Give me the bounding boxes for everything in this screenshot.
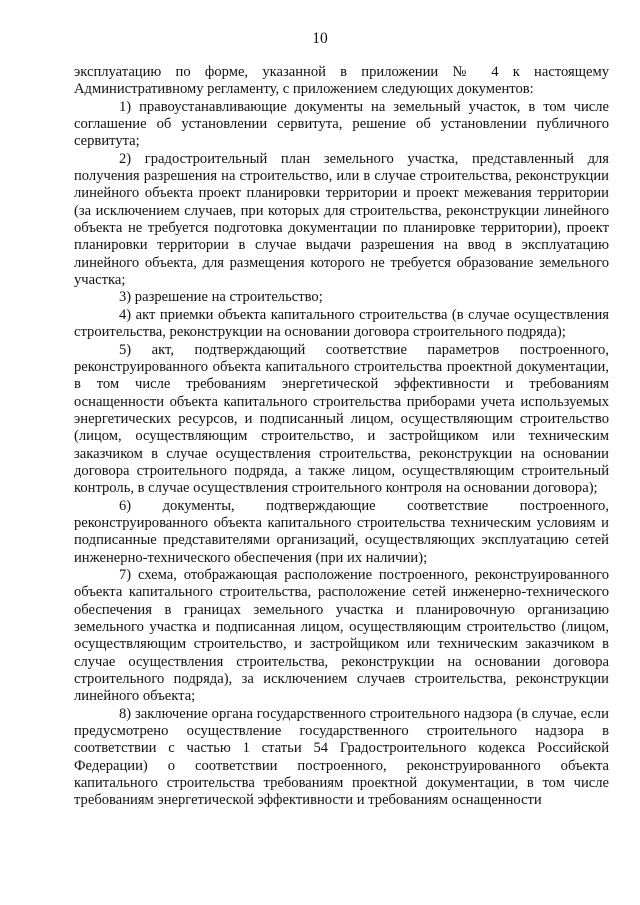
list-item-8-supervision-conclusion: 8) заключение органа государственного строительного надзора (в случае, если предусмотрено осуществление государственного строительного надзора в соответствии с частью 1 статьи 54 Градостроительного кодекса Российской Федерации) о соответствии построенного, реконструированного объекта капитального строительства требованиям проектной документации, в том числе требованиям энергетической эффективности и требованиям оснащенности [74, 705, 609, 809]
list-item-1-title-documents: 1) правоустанавливающие документы на земельный участок, в том числе соглашение об установлении сервитута, решение об установлении публичного сервитута; [74, 98, 609, 150]
list-item-5-compliance-act: 5) акт, подтверждающий соответствие параметров построенного, реконструированного объекта капитального строительства проектной документации, в том числе требованиям энергетической эффективности и требованиям оснащенности объекта капитального строительства приборами учета используемых энергетических ресурсов, и подписанный лицом, осуществляющим строительство (лицом, осуществляющим строительство, и застройщиком или техническим заказчиком в случае осуществления строительства, реконструкции на основании договора строительного подряда, а также лицом, осуществляющим строительный контроль, в случае осуществления строительного контроля на основании договора); [74, 341, 609, 497]
list-item-4-acceptance-act: 4) акт приемки объекта капитального строительства (в случае осуществления строительства, реконструкции на основании договора строительного подряда); [74, 306, 609, 341]
document-body [74, 64, 609, 810]
list-item-3-building-permit: 3) разрешение на строительство; [119, 289, 323, 306]
paragraph-intro: эксплуатацию по форме, указанной в приложении № 4 к настоящему Административному регламенту, с приложением следующих документов: [74, 64, 609, 98]
page-number: 10 [312, 30, 328, 47]
list-item-7-layout-scheme: 7) схема, отображающая расположение построенного, реконструированного объекта капитального строительства, расположение сетей инженерно-технического обеспечения в границах земельного участка и планировочную организацию земельного участка и подписанная лицом, осуществляющим строительство (лицом, осуществляющим строительство, и застройщиком или техническим заказчиком в случае осуществления строительства, реконструкции на основании договора строительного подряда), за исключением случаев строительства, реконструкции линейного объекта; [74, 566, 609, 705]
list-item-6-utility-documents: 6) документы, подтверждающие соответствие построенного, реконструированного объекта капитального строительства техническим условиям и подписанные представителями организаций, осуществляющих эксплуатацию сетей инженерно-технического обеспечения (при их наличии); [74, 497, 609, 566]
list-item-2-urban-plan: 2) градостроительный план земельного участка, представленный для получения разрешения на строительство, или в случае строительства, реконструкции линейного объекта проект планировки территории и проект межевания территории (за исключением случаев, при которых для строительства, реконструкции линейного объекта не требуется подготовка документации по планировке территории), проект планировки территории в случае выдачи разрешения на ввод в эксплуатацию линейного объекта, для размещения которого не требуется образование земельного участка; [74, 150, 609, 289]
